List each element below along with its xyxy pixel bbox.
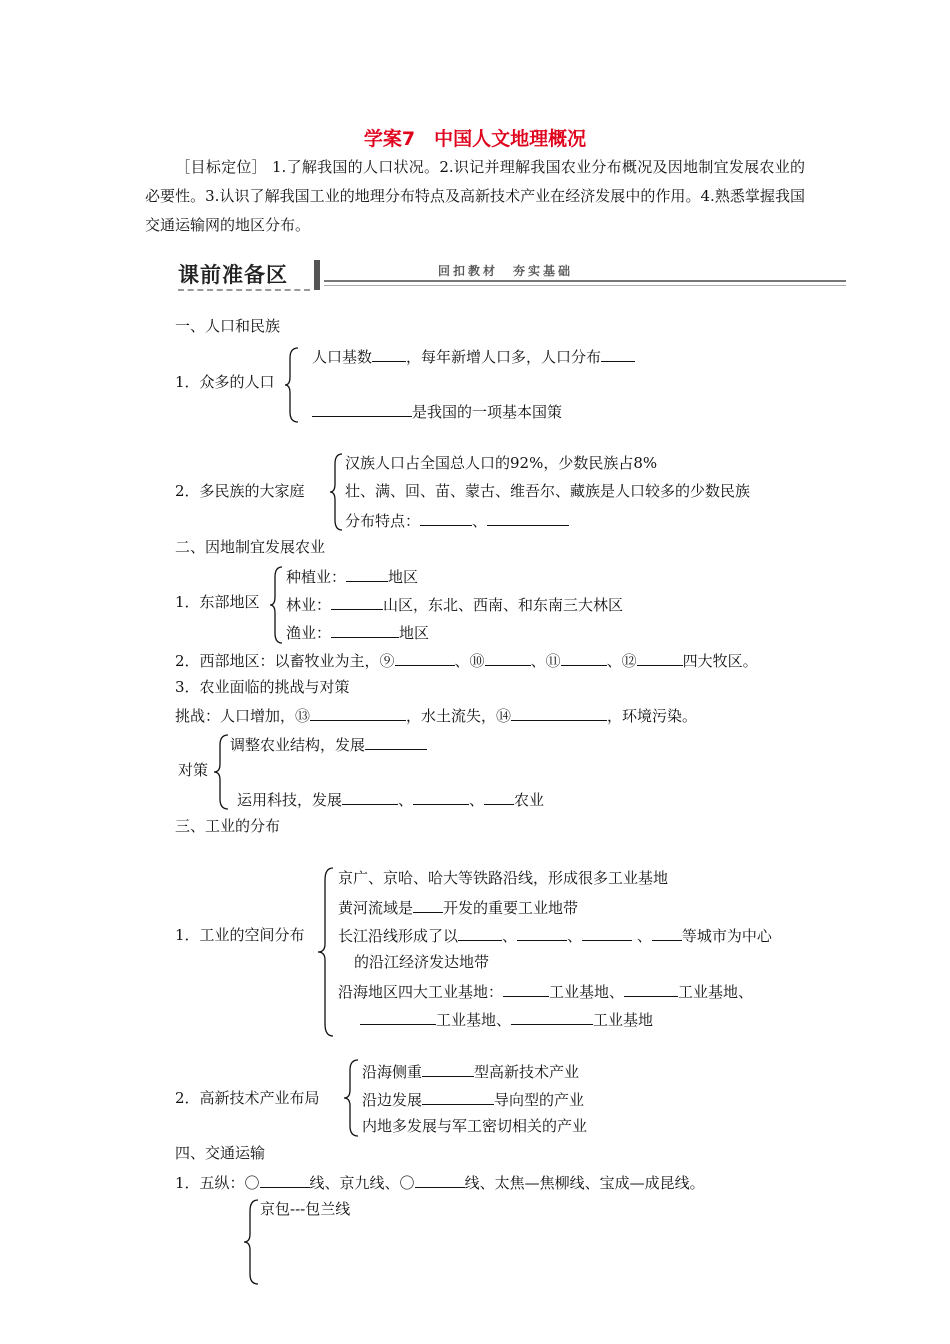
banner-rule bbox=[324, 280, 846, 282]
blank-field bbox=[637, 649, 683, 666]
blank-field bbox=[310, 704, 406, 721]
item-industry-spatial: 1．工业的空间分布 bbox=[175, 926, 305, 944]
banner-bar bbox=[314, 260, 320, 290]
measures-label: 对策 bbox=[178, 761, 209, 779]
hightech-line-3: 内地多发展与军工密切相关的产业 bbox=[362, 1117, 588, 1135]
item-large-population: 1．众多的人口 bbox=[175, 373, 275, 391]
item-west-region: 2．西部地区：以畜牧业为主，⑨ 、⑩ 、⑪ 、⑫ 四大牧区。 bbox=[175, 649, 758, 671]
section-heading-industry: 三、工业的分布 bbox=[175, 817, 281, 835]
brace bbox=[268, 565, 284, 645]
industry-line-2: 黄河流域是 开发的重要工业地带 bbox=[338, 896, 578, 918]
section-heading-agriculture: 二、因地制宜发展农业 bbox=[175, 538, 326, 556]
railway-line-1: 京包---包兰线 bbox=[260, 1200, 351, 1218]
banner-rule-thin bbox=[324, 285, 846, 286]
blank-field bbox=[485, 649, 531, 666]
blank-field bbox=[624, 980, 678, 997]
item-multi-ethnic: 2．多民族的大家庭 bbox=[175, 482, 305, 500]
item-east-region: 1．东部地区 bbox=[175, 593, 260, 611]
section-heading-population: 一、人口和民族 bbox=[175, 317, 281, 335]
blank-field bbox=[652, 924, 682, 941]
blank-field bbox=[360, 1008, 436, 1025]
blank-field bbox=[413, 896, 443, 913]
blank-field bbox=[484, 788, 514, 805]
industry-line-4: 的沿江经济发达地带 bbox=[354, 953, 490, 971]
goal-text: ［目标定位］ 1.了解我国的人口状况。2.识记并理解我国农业分布概况及因地制宜发展农业的必要性。3.认识了解我国工业的地理分布特点及高新技术产业在经济发展中的作用。4.熟悉掌握我国交通运输网的地区分布。 bbox=[145, 158, 805, 234]
brace bbox=[342, 1058, 360, 1138]
industry-line-3: 长江沿线形成了以 、 、 、 等城市为中心 bbox=[338, 924, 772, 946]
banner-label: 课前准备区 bbox=[178, 263, 288, 287]
section-banner bbox=[178, 258, 846, 294]
blank-field bbox=[420, 509, 472, 526]
hightech-line-1: 沿海侧重 型高新技术产业 bbox=[362, 1060, 579, 1082]
blank-field bbox=[260, 1171, 310, 1188]
section-heading-transport: 四、交通运输 bbox=[175, 1144, 266, 1162]
east-fishery: 渔业： 地区 bbox=[286, 621, 429, 643]
blank-field bbox=[365, 733, 427, 750]
blank-field bbox=[422, 1088, 494, 1105]
population-line-2: 是我国的一项基本国策 bbox=[312, 400, 562, 422]
banner-dashed-underline bbox=[178, 289, 310, 291]
item-hightech-layout: 2．高新技术产业布局 bbox=[175, 1089, 320, 1107]
item-agri-challenges: 3．农业面临的挑战与对策 bbox=[175, 678, 350, 696]
learning-goals bbox=[145, 153, 805, 240]
brace bbox=[242, 1198, 260, 1286]
ethnic-line-1: 汉族人口占全国总人口的92%，少数民族占8% bbox=[345, 454, 658, 472]
blank-field bbox=[487, 509, 569, 526]
challenge-line: 挑战：人口增加，⑬ ，水土流失，⑭ ，环境污染。 bbox=[175, 704, 697, 726]
east-planting: 种植业： 地区 bbox=[286, 565, 418, 587]
blank-field bbox=[511, 704, 607, 721]
brace bbox=[315, 866, 335, 1038]
blank-field bbox=[312, 400, 412, 417]
ethnic-line-3: 分布特点： 、 bbox=[345, 509, 569, 531]
blank-field bbox=[517, 924, 567, 941]
blank-field bbox=[561, 649, 607, 666]
blank-field bbox=[601, 345, 635, 362]
blank-field bbox=[503, 980, 549, 997]
industry-line-6: 工业基地、 工业基地 bbox=[360, 1008, 653, 1030]
ethnic-line-2: 壮、满、回、苗、蒙古、维吾尔、藏族是人口较多的少数民族 bbox=[345, 482, 751, 500]
measure-line-1: 调整农业结构，发展 bbox=[230, 733, 427, 755]
brace bbox=[212, 733, 230, 811]
hightech-line-2: 沿边发展 导向型的产业 bbox=[362, 1088, 584, 1110]
blank-field bbox=[395, 649, 455, 666]
industry-line-5: 沿海地区四大工业基地： 工业基地、 工业基地、 bbox=[338, 980, 753, 1002]
brace bbox=[328, 452, 344, 532]
page-title: 学案7 中国人文地理概况 bbox=[363, 128, 587, 150]
population-line-1: 人口基数 ，每年新增人口多，人口分布 bbox=[312, 345, 635, 367]
east-forestry: 林业： 山区，东北、西南、和东南三大林区 bbox=[286, 593, 623, 615]
blank-field bbox=[415, 1171, 465, 1188]
blank-field bbox=[422, 1060, 474, 1077]
blank-field bbox=[511, 1008, 593, 1025]
brace bbox=[284, 346, 300, 424]
blank-field bbox=[331, 593, 383, 610]
blank-field bbox=[413, 788, 469, 805]
item-five-vertical: 1．五纵：〇 线、京九线、〇 线、太焦—焦柳线、宝成—成昆线。 bbox=[175, 1171, 705, 1193]
blank-field bbox=[342, 788, 398, 805]
banner-subtitle: 回扣教材 夯实基础 bbox=[438, 264, 574, 278]
blank-field bbox=[458, 924, 502, 941]
blank-field bbox=[346, 565, 388, 582]
blank-field bbox=[372, 345, 406, 362]
measure-line-2: 运用科技，发展 、 、 农业 bbox=[237, 788, 544, 810]
blank-field bbox=[331, 621, 399, 638]
industry-line-1: 京广、京哈、哈大等铁路沿线，形成很多工业基地 bbox=[338, 869, 669, 887]
blank-field bbox=[582, 924, 632, 941]
